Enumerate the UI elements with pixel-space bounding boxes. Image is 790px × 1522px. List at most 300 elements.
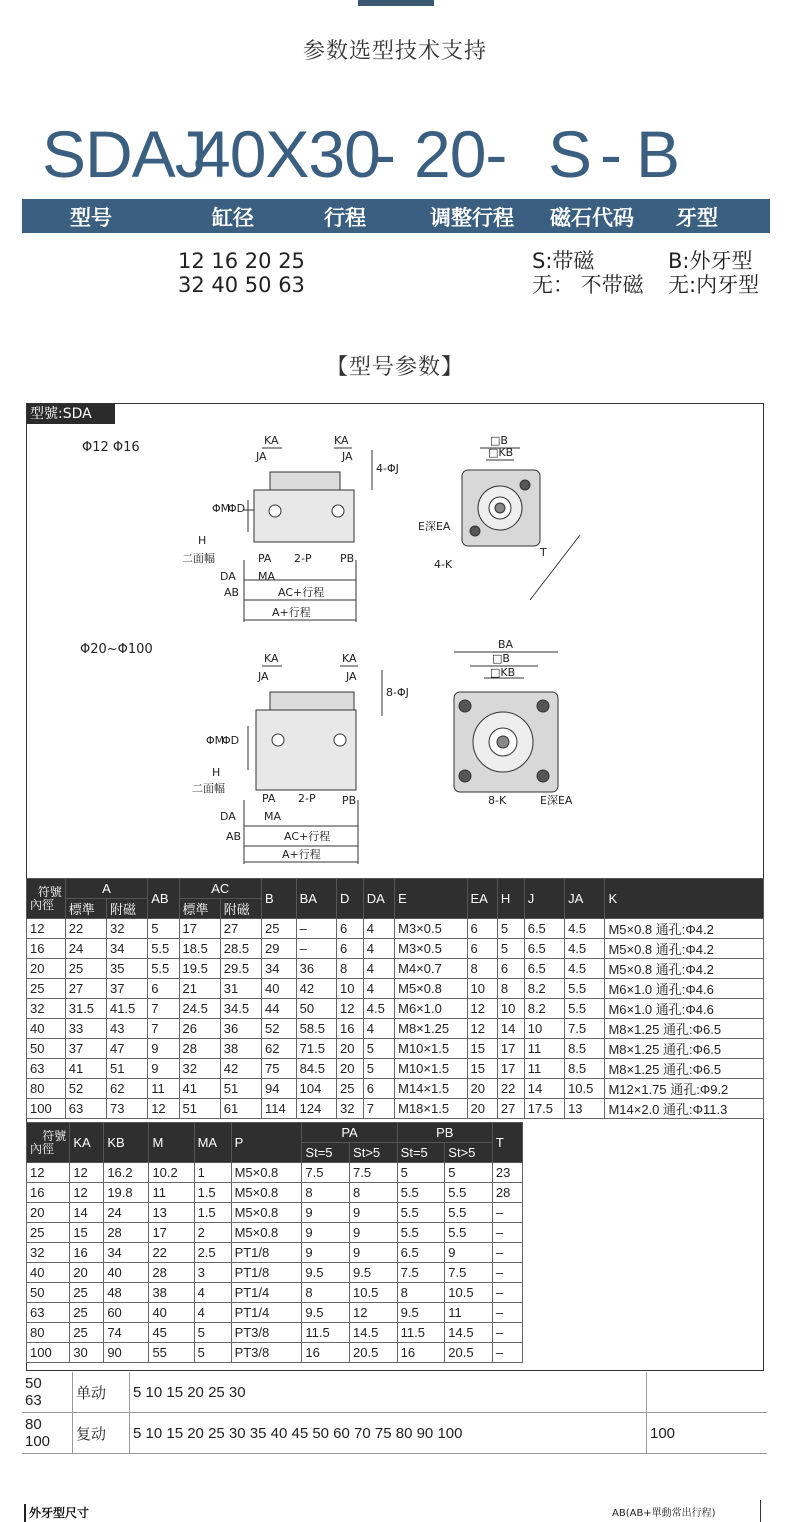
table1-cell: 51 — [179, 1099, 220, 1119]
table2-cell: 1.5 — [194, 1203, 231, 1223]
table1-cell: 14 — [497, 1019, 524, 1039]
label-m-small: ΦM — [212, 502, 231, 515]
table1-cell: 32 — [179, 1059, 220, 1079]
large-body — [256, 710, 356, 790]
col-ac-mag: 附磁 — [220, 899, 261, 919]
table2-cell: 9 — [350, 1243, 398, 1263]
table1-cell: 28.5 — [220, 939, 261, 959]
table2-cell: 7.5 — [445, 1263, 493, 1283]
table1-cell: M5×0.8 通孔:Φ4.2 — [605, 919, 764, 939]
label-faces-large: 二面幅 — [192, 782, 225, 795]
table1-cell: 6 — [336, 919, 363, 939]
label-a-small: A+行程 — [272, 606, 311, 619]
table1-cell: 17.5 — [524, 1099, 564, 1119]
table1-cell: 40 — [261, 979, 296, 999]
table2-cell: 5 — [397, 1163, 445, 1183]
small-port-1 — [269, 505, 281, 517]
table1-cell: 62 — [106, 1079, 147, 1099]
model-thread: B — [636, 117, 680, 191]
col-d: D — [336, 879, 363, 919]
table2-cell: 5.5 — [445, 1203, 493, 1223]
col-ma: MA — [194, 1123, 231, 1163]
label-faces-small: 二面幅 — [182, 552, 215, 565]
table2-cell: M5×0.8 — [231, 1183, 302, 1203]
table2-cell: 9 — [445, 1243, 493, 1263]
table2-cell: 9 — [302, 1203, 350, 1223]
table1-cell: 27 — [497, 1099, 524, 1119]
table1-cell: 25 — [261, 919, 296, 939]
table1-cell: M14×1.5 — [395, 1079, 467, 1099]
table2-row — [27, 1263, 523, 1283]
table1-cell: 37 — [65, 1039, 106, 1059]
table2-cell: PT3/8 — [231, 1343, 302, 1363]
table1-row — [27, 1039, 764, 1059]
bore-options-row-1: 12 16 20 25 — [178, 249, 305, 273]
table2-cell: 23 — [492, 1163, 522, 1183]
table2-cell: 4 — [194, 1283, 231, 1303]
model-dash-1: - — [374, 117, 395, 191]
table1-cell: 41 — [179, 1079, 220, 1099]
table1-cell: 58.5 — [296, 1019, 336, 1039]
stroke-type-single: 单动 — [73, 1372, 130, 1413]
table2-cell: 1.5 — [194, 1183, 231, 1203]
stroke-table — [22, 1372, 767, 1454]
table2-cell: – — [492, 1263, 522, 1283]
table2-cell: 5.5 — [445, 1183, 493, 1203]
table1-cell: 51 — [220, 1079, 261, 1099]
table1-cell: 27 — [65, 979, 106, 999]
table1-cell: 10 — [524, 1019, 564, 1039]
label-b-large: □B — [492, 652, 510, 665]
label-ja-small-1: JA — [256, 450, 267, 463]
table2-cell: 5.5 — [445, 1223, 493, 1243]
legend-thread-type: 牙型 — [676, 206, 718, 230]
table1-cell: 15 — [467, 1039, 497, 1059]
label-8j: 8-ΦJ — [386, 686, 409, 699]
table1-cell: 10 — [497, 999, 524, 1019]
label-b-small: □B — [490, 434, 508, 447]
table1-cell: 124 — [296, 1099, 336, 1119]
table1-cell: 12 — [336, 999, 363, 1019]
table1-cell: 51 — [106, 1059, 147, 1079]
label-ea-small: E深EA — [418, 520, 451, 533]
table2-row — [27, 1343, 523, 1363]
label-ja-large-2: JA — [346, 670, 357, 683]
table1-cell: M5×0.8 — [395, 979, 467, 999]
table1-cell: 8.2 — [524, 979, 564, 999]
label-m-large: ΦM — [206, 734, 225, 747]
table1-cell: M3×0.5 — [395, 919, 467, 939]
table2-cell: 1 — [194, 1163, 231, 1183]
table2-cell: 14.5 — [445, 1323, 493, 1343]
table1-cell: 6.5 — [524, 939, 564, 959]
table1-cell: 5 — [497, 919, 524, 939]
table1-cell: 19.5 — [179, 959, 220, 979]
table1-cell: 62 — [261, 1039, 296, 1059]
table2-cell: 5 — [445, 1163, 493, 1183]
table1-row — [27, 959, 764, 979]
table2-cell: 10.2 — [149, 1163, 194, 1183]
table1-cell: M10×1.5 — [395, 1039, 467, 1059]
table2-cell: 25 — [70, 1303, 104, 1323]
table1-cell: 32 — [106, 919, 147, 939]
col-pa: PA — [302, 1123, 397, 1143]
table2-cell: 7.5 — [302, 1163, 350, 1183]
label-pa-large: PA — [262, 792, 276, 805]
label-ja-small-2: JA — [342, 450, 353, 463]
table1-cell: 15 — [467, 1059, 497, 1079]
table2-cell: – — [492, 1303, 522, 1323]
table1-cell: 13 — [565, 1099, 605, 1119]
col-t: T — [492, 1123, 522, 1163]
table2-cell: 11.5 — [302, 1323, 350, 1343]
model-bore: 40X30 — [194, 117, 380, 191]
table2-row — [27, 1163, 523, 1183]
table2-cell: 17 — [149, 1223, 194, 1243]
table1-cell: 7.5 — [565, 1019, 605, 1039]
table2-cell: 12 — [70, 1183, 104, 1203]
table1-cell: 11 — [148, 1079, 179, 1099]
label-d-large: ΦD — [222, 734, 240, 747]
table1-cell: 9 — [148, 1039, 179, 1059]
table1-cell: 63 — [65, 1099, 106, 1119]
table2-cell: 24 — [104, 1203, 149, 1223]
col-kb: KB — [104, 1123, 149, 1163]
table1-cell: 42 — [296, 979, 336, 999]
col-m: M — [149, 1123, 194, 1163]
label-t: T — [540, 546, 547, 559]
table2-cell: 9.5 — [302, 1263, 350, 1283]
size-note-large: Φ20~Φ100 — [80, 642, 153, 657]
table2-cell: 20 — [70, 1263, 104, 1283]
table1-cell: 5.5 — [148, 939, 179, 959]
table2-cell: 2.5 — [194, 1243, 231, 1263]
legend-model: 型号 — [70, 206, 112, 230]
table1-cell: 52 — [65, 1079, 106, 1099]
table2-cell: 16 — [27, 1183, 70, 1203]
table1-row — [27, 1059, 764, 1079]
table2-cell: 16.2 — [104, 1163, 149, 1183]
table1-cell: M4×0.7 — [395, 959, 467, 979]
table1-cell: 40 — [27, 1019, 66, 1039]
table1-cell: 9 — [148, 1059, 179, 1079]
table1-cell: 16 — [27, 939, 66, 959]
table2-cell: 5.5 — [397, 1183, 445, 1203]
table1-cell: 29 — [261, 939, 296, 959]
table2-cell: 5 — [194, 1343, 231, 1363]
table2-cell: 9 — [302, 1223, 350, 1243]
table2-row — [27, 1223, 523, 1243]
table2-cell: 90 — [104, 1343, 149, 1363]
model-series: SDAJ — [42, 117, 207, 191]
table2-cell: 7.5 — [397, 1263, 445, 1283]
table1-cell: 10 — [336, 979, 363, 999]
table2-cell: 28 — [104, 1223, 149, 1243]
table2-cell: 5 — [194, 1323, 231, 1343]
table1-cell: 4 — [363, 959, 394, 979]
table2-cell: 20 — [27, 1203, 70, 1223]
table1-cell: 6.5 — [524, 959, 564, 979]
label-2p-large: 2-P — [298, 792, 316, 805]
table1-cell: 8.2 — [524, 999, 564, 1019]
table1-cell: M8×1.25 — [395, 1019, 467, 1039]
label-ba: BA — [498, 638, 514, 651]
table2-row — [27, 1303, 523, 1323]
table1-cell: 84.5 — [296, 1059, 336, 1079]
table1-cell: 34 — [106, 939, 147, 959]
col-ab: AB — [148, 879, 179, 919]
col-a: A — [65, 879, 147, 899]
table2-cell: 11 — [445, 1303, 493, 1323]
thread-option-b: B:外牙型 — [668, 249, 753, 273]
table1-cell: 8 — [336, 959, 363, 979]
table2-cell: 9 — [350, 1203, 398, 1223]
col-ja: JA — [565, 879, 605, 919]
table1-cell: 33 — [65, 1019, 106, 1039]
table2-cell: 8 — [397, 1283, 445, 1303]
table2-cell: 8 — [302, 1283, 350, 1303]
table1-cell: 20 — [27, 959, 66, 979]
table1-row — [27, 1099, 764, 1119]
magnet-option-s: S:带磁 — [532, 249, 595, 273]
col-j: J — [524, 879, 564, 919]
label-ab-large: AB — [226, 830, 242, 843]
col-pa-st5: St=5 — [302, 1143, 350, 1163]
table1-cell: 27 — [220, 919, 261, 939]
table1-cell: 11 — [524, 1059, 564, 1079]
table1-cell: 114 — [261, 1099, 296, 1119]
table1-row — [27, 999, 764, 1019]
table2-cell: 15 — [70, 1223, 104, 1243]
table1-cell: 61 — [220, 1099, 261, 1119]
label-4j: 4-ΦJ — [376, 462, 399, 475]
table1-cell: 44 — [261, 999, 296, 1019]
model-stroke: 20- — [414, 117, 507, 191]
table2-cell: – — [492, 1323, 522, 1343]
table1-cell: 6 — [363, 1079, 394, 1099]
model-tag: 型號:SDA — [27, 404, 115, 424]
table1-cell: 14 — [524, 1079, 564, 1099]
table2-cell: PT1/4 — [231, 1303, 302, 1323]
table1-cell: – — [296, 919, 336, 939]
table1-cell: 34 — [261, 959, 296, 979]
table2-cell: 14.5 — [350, 1323, 398, 1343]
table2-cell: 55 — [149, 1343, 194, 1363]
corner-header-2: 符號 內徑 — [27, 1123, 70, 1163]
table1-cell: 5 — [148, 919, 179, 939]
table1-cell: 8.5 — [565, 1039, 605, 1059]
table1-cell: 26 — [179, 1019, 220, 1039]
table2-cell: 25 — [27, 1223, 70, 1243]
table1-row — [27, 1079, 764, 1099]
table1-cell: 43 — [106, 1019, 147, 1039]
table1-cell: 7 — [363, 1099, 394, 1119]
table1-cell: 42 — [220, 1059, 261, 1079]
table1-cell: 25 — [65, 959, 106, 979]
table2-cell: 50 — [27, 1283, 70, 1303]
table1-cell: 12 — [467, 999, 497, 1019]
table2-cell: 32 — [27, 1243, 70, 1263]
table2-cell: M5×0.8 — [231, 1203, 302, 1223]
table1-cell: 41.5 — [106, 999, 147, 1019]
table2-cell: 20.5 — [445, 1343, 493, 1363]
legend-bore: 缸径 — [212, 206, 254, 230]
table1-cell: 63 — [27, 1059, 66, 1079]
table2-cell: 9 — [350, 1223, 398, 1243]
col-b: B — [261, 879, 296, 919]
label-pa-small: PA — [258, 552, 272, 565]
small-port-2 — [332, 505, 344, 517]
table2-cell: 12 — [70, 1163, 104, 1183]
table2-cell: 40 — [27, 1263, 70, 1283]
table2-cell: 10.5 — [445, 1283, 493, 1303]
table1-cell: 20 — [336, 1059, 363, 1079]
stroke-bores-double: 80 100 — [22, 1413, 73, 1454]
legend-magnet-code: 磁石代码 — [550, 206, 634, 230]
table1-cell: 50 — [296, 999, 336, 1019]
table1-cell: 24 — [65, 939, 106, 959]
col-e: E — [395, 879, 467, 919]
label-ja-large-1: JA — [258, 670, 269, 683]
label-4k: 4-K — [434, 558, 453, 571]
table1-cell: 100 — [27, 1099, 66, 1119]
table1-cell: 47 — [106, 1039, 147, 1059]
col-ea: EA — [467, 879, 497, 919]
table2-cell: 9.5 — [302, 1303, 350, 1323]
table1-cell: M12×1.75 通孔:Φ9.2 — [605, 1079, 764, 1099]
label-ka-large-2: KA — [342, 652, 357, 665]
stroke-bores-single: 50 63 — [22, 1372, 73, 1413]
table1-cell: 6 — [148, 979, 179, 999]
table2-cell: M5×0.8 — [231, 1223, 302, 1243]
label-ka-small-2: KA — [334, 434, 349, 447]
table1-cell: 94 — [261, 1079, 296, 1099]
table1-cell: 17 — [497, 1039, 524, 1059]
col-ac: AC — [179, 879, 261, 899]
table2-cell: 10.5 — [350, 1283, 398, 1303]
stroke-extra-double: 100 — [647, 1413, 768, 1454]
table1-cell: 34.5 — [220, 999, 261, 1019]
bore-options-row-2: 32 40 50 63 — [178, 273, 305, 297]
table1-cell: 50 — [27, 1039, 66, 1059]
table2-cell: 60 — [104, 1303, 149, 1323]
col-pa-stgt5: St>5 — [350, 1143, 398, 1163]
table2-row — [27, 1203, 523, 1223]
table2-cell: 16 — [302, 1343, 350, 1363]
table1-cell: 73 — [106, 1099, 147, 1119]
table1-cell: 4.5 — [565, 939, 605, 959]
table2-cell: 3 — [194, 1263, 231, 1283]
table1-cell: 6 — [336, 939, 363, 959]
table1-cell: 12 — [27, 919, 66, 939]
large-top — [270, 692, 354, 710]
col-pb-st5: St=5 — [397, 1143, 445, 1163]
table1-cell: 80 — [27, 1079, 66, 1099]
table1-cell: 71.5 — [296, 1039, 336, 1059]
table1-cell: 12 — [148, 1099, 179, 1119]
table1-row — [27, 939, 764, 959]
col-a-mag: 附磁 — [106, 899, 147, 919]
table2-cell: 19.8 — [104, 1183, 149, 1203]
table1-cell: 29.5 — [220, 959, 261, 979]
label-ea-large: E深EA — [540, 794, 573, 807]
table2-cell: PT3/8 — [231, 1323, 302, 1343]
table1-cell: 31 — [220, 979, 261, 999]
table2-cell: 28 — [149, 1263, 194, 1283]
table2-cell: 25 — [70, 1283, 104, 1303]
legend-adjust-stroke: 调整行程 — [430, 206, 514, 230]
table1-cell: 6.5 — [524, 919, 564, 939]
table2-cell: 5.5 — [397, 1223, 445, 1243]
table2-cell: 9.5 — [350, 1263, 398, 1283]
table1-cell: 4 — [363, 979, 394, 999]
magnet-option-none: 无： 不带磁 — [532, 273, 644, 297]
table1-cell: M5×0.8 通孔:Φ4.2 — [605, 939, 764, 959]
table2-cell: M5×0.8 — [231, 1163, 302, 1183]
small-top — [270, 472, 340, 490]
table1-cell: 5.5 — [148, 959, 179, 979]
table2-cell: – — [492, 1223, 522, 1243]
table2-cell: 8 — [302, 1183, 350, 1203]
label-kb-small: □KB — [488, 446, 514, 459]
table1-row — [27, 979, 764, 999]
table1-cell: M6×1.0 — [395, 999, 467, 1019]
table1-cell: M6×1.0 通孔:Φ4.6 — [605, 979, 764, 999]
table2-cell: 14 — [70, 1203, 104, 1223]
table2-row — [27, 1283, 523, 1303]
stroke-values-single: 5 10 15 20 25 30 — [130, 1372, 647, 1413]
label-ma-large: MA — [264, 810, 282, 823]
corner-header: 符號 內徑 — [27, 879, 66, 919]
label-h-large: H — [212, 766, 221, 779]
table1-cell: 4 — [363, 919, 394, 939]
table2-cell: 28 — [492, 1183, 522, 1203]
col-a-std: 標準 — [65, 899, 106, 919]
table2-cell: 34 — [104, 1243, 149, 1263]
table1-cell: 10.5 — [565, 1079, 605, 1099]
table2-cell: 48 — [104, 1283, 149, 1303]
table1-cell: 32 — [27, 999, 66, 1019]
table1-row — [27, 1019, 764, 1039]
table2-cell: 63 — [27, 1303, 70, 1323]
table2-cell: 13 — [149, 1203, 194, 1223]
table1-cell: 4.5 — [363, 999, 394, 1019]
table2-cell: 16 — [70, 1243, 104, 1263]
label-kb-large: □KB — [490, 666, 516, 679]
table1-cell: 22 — [65, 919, 106, 939]
col-k: K — [605, 879, 764, 919]
table1-cell: 41 — [65, 1059, 106, 1079]
stroke-row-single — [22, 1372, 767, 1413]
table1-cell: 8.5 — [565, 1059, 605, 1079]
size-note-small: Φ12 Φ16 — [82, 440, 140, 455]
table1-cell: 32 — [336, 1099, 363, 1119]
table1-cell: M8×1.25 通孔:Φ6.5 — [605, 1019, 764, 1039]
table2-cell: 6.5 — [397, 1243, 445, 1263]
col-ba: BA — [296, 879, 336, 919]
table2-cell: – — [492, 1343, 522, 1363]
label-ac-small: AC+行程 — [278, 586, 325, 599]
label-ma-small: MA — [258, 570, 276, 583]
table1-cell: M18×1.5 — [395, 1099, 467, 1119]
table1-cell: 4 — [363, 1019, 394, 1039]
table1-cell: 8 — [497, 979, 524, 999]
table1-cell: 4 — [363, 939, 394, 959]
large-port-2 — [334, 734, 346, 746]
col-pb-stgt5: St>5 — [445, 1143, 493, 1163]
table1-cell: 25 — [27, 979, 66, 999]
label-ab-small: AB — [224, 586, 240, 599]
